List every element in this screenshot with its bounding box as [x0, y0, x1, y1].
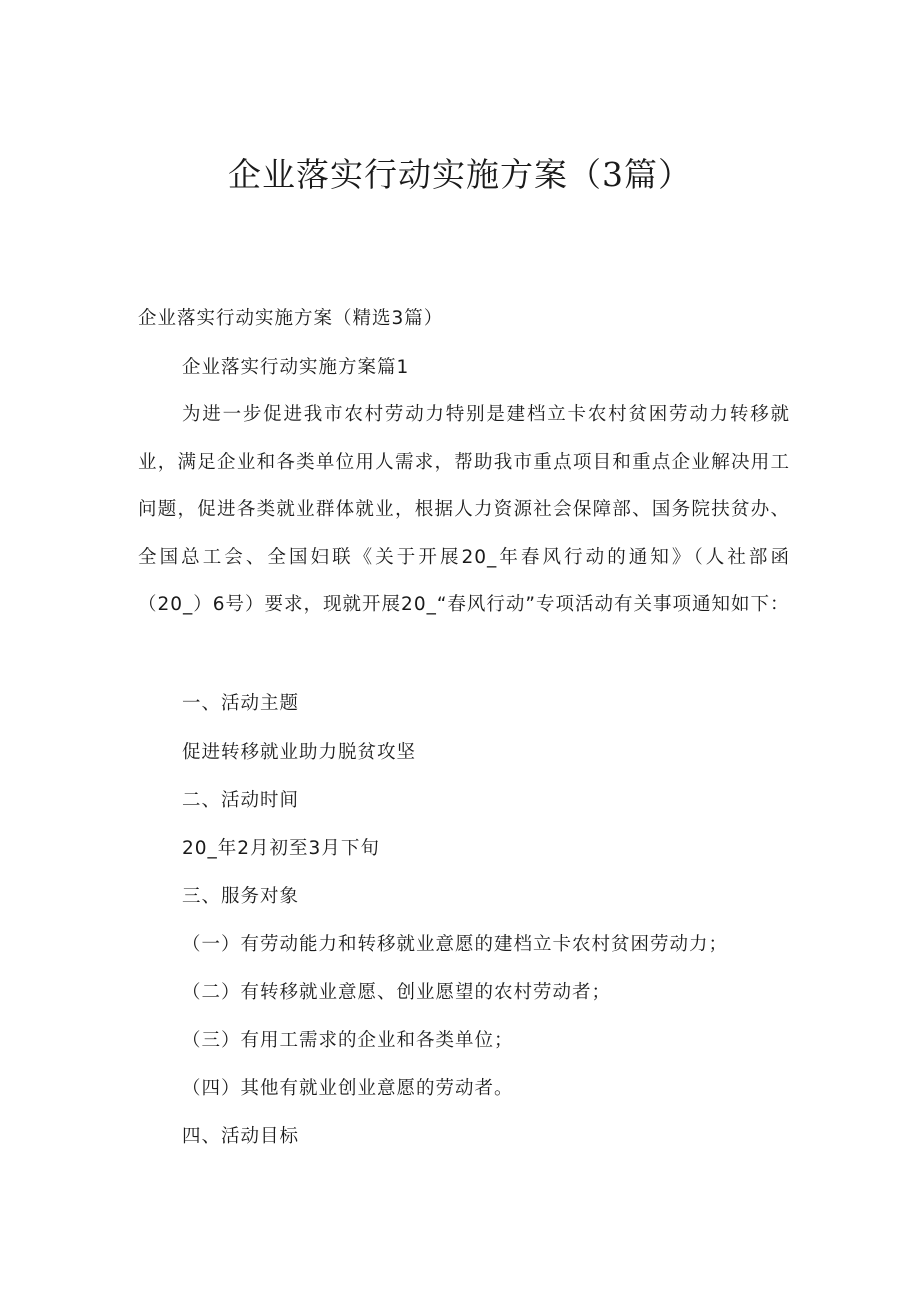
document-title: 企业落实行动实施方案（3篇）: [228, 155, 692, 194]
heading-service-targets: 三、服务对象: [182, 886, 300, 907]
heading-activity-theme: 一、活动主题: [182, 693, 300, 714]
document-subtitle: 企业落实行动实施方案（精选3篇）: [138, 308, 444, 329]
activity-time-text: 20_年2月初至3月下旬: [182, 838, 380, 859]
heading-activity-goals: 四、活动目标: [182, 1126, 300, 1147]
section-heading: 企业落实行动实施方案篇1: [182, 357, 410, 378]
service-target-item: （二）有转移就业意愿、创业愿望的农村劳动者；: [182, 982, 612, 1003]
activity-theme-text: 促进转移就业助力脱贫攻坚: [182, 742, 417, 763]
intro-paragraph: 为进一步促进我市农村劳动力特别是建档立卡农村贫困劳动力转移就业，满足企业和各类单位用人需求，帮助我市重点项目和重点企业解决用工问题，促进各类就业群体就业，根据人力资源社会保障部、国务院扶贫办、全国总工会、全国妇联《关于开展20_年春风行动的通知》（人社部函（20_）6号）要求，现就开展20_“春风行动”专项活动有关事项通知如下：: [138, 404, 790, 615]
service-target-item: （三）有用工需求的企业和各类单位；: [182, 1030, 514, 1051]
service-target-item: （一）有劳动能力和转移就业意愿的建档立卡农村贫困劳动力；: [182, 934, 729, 955]
service-target-item: （四）其他有就业创业意愿的劳动者。: [182, 1078, 514, 1099]
heading-activity-time: 二、活动时间: [182, 790, 300, 811]
